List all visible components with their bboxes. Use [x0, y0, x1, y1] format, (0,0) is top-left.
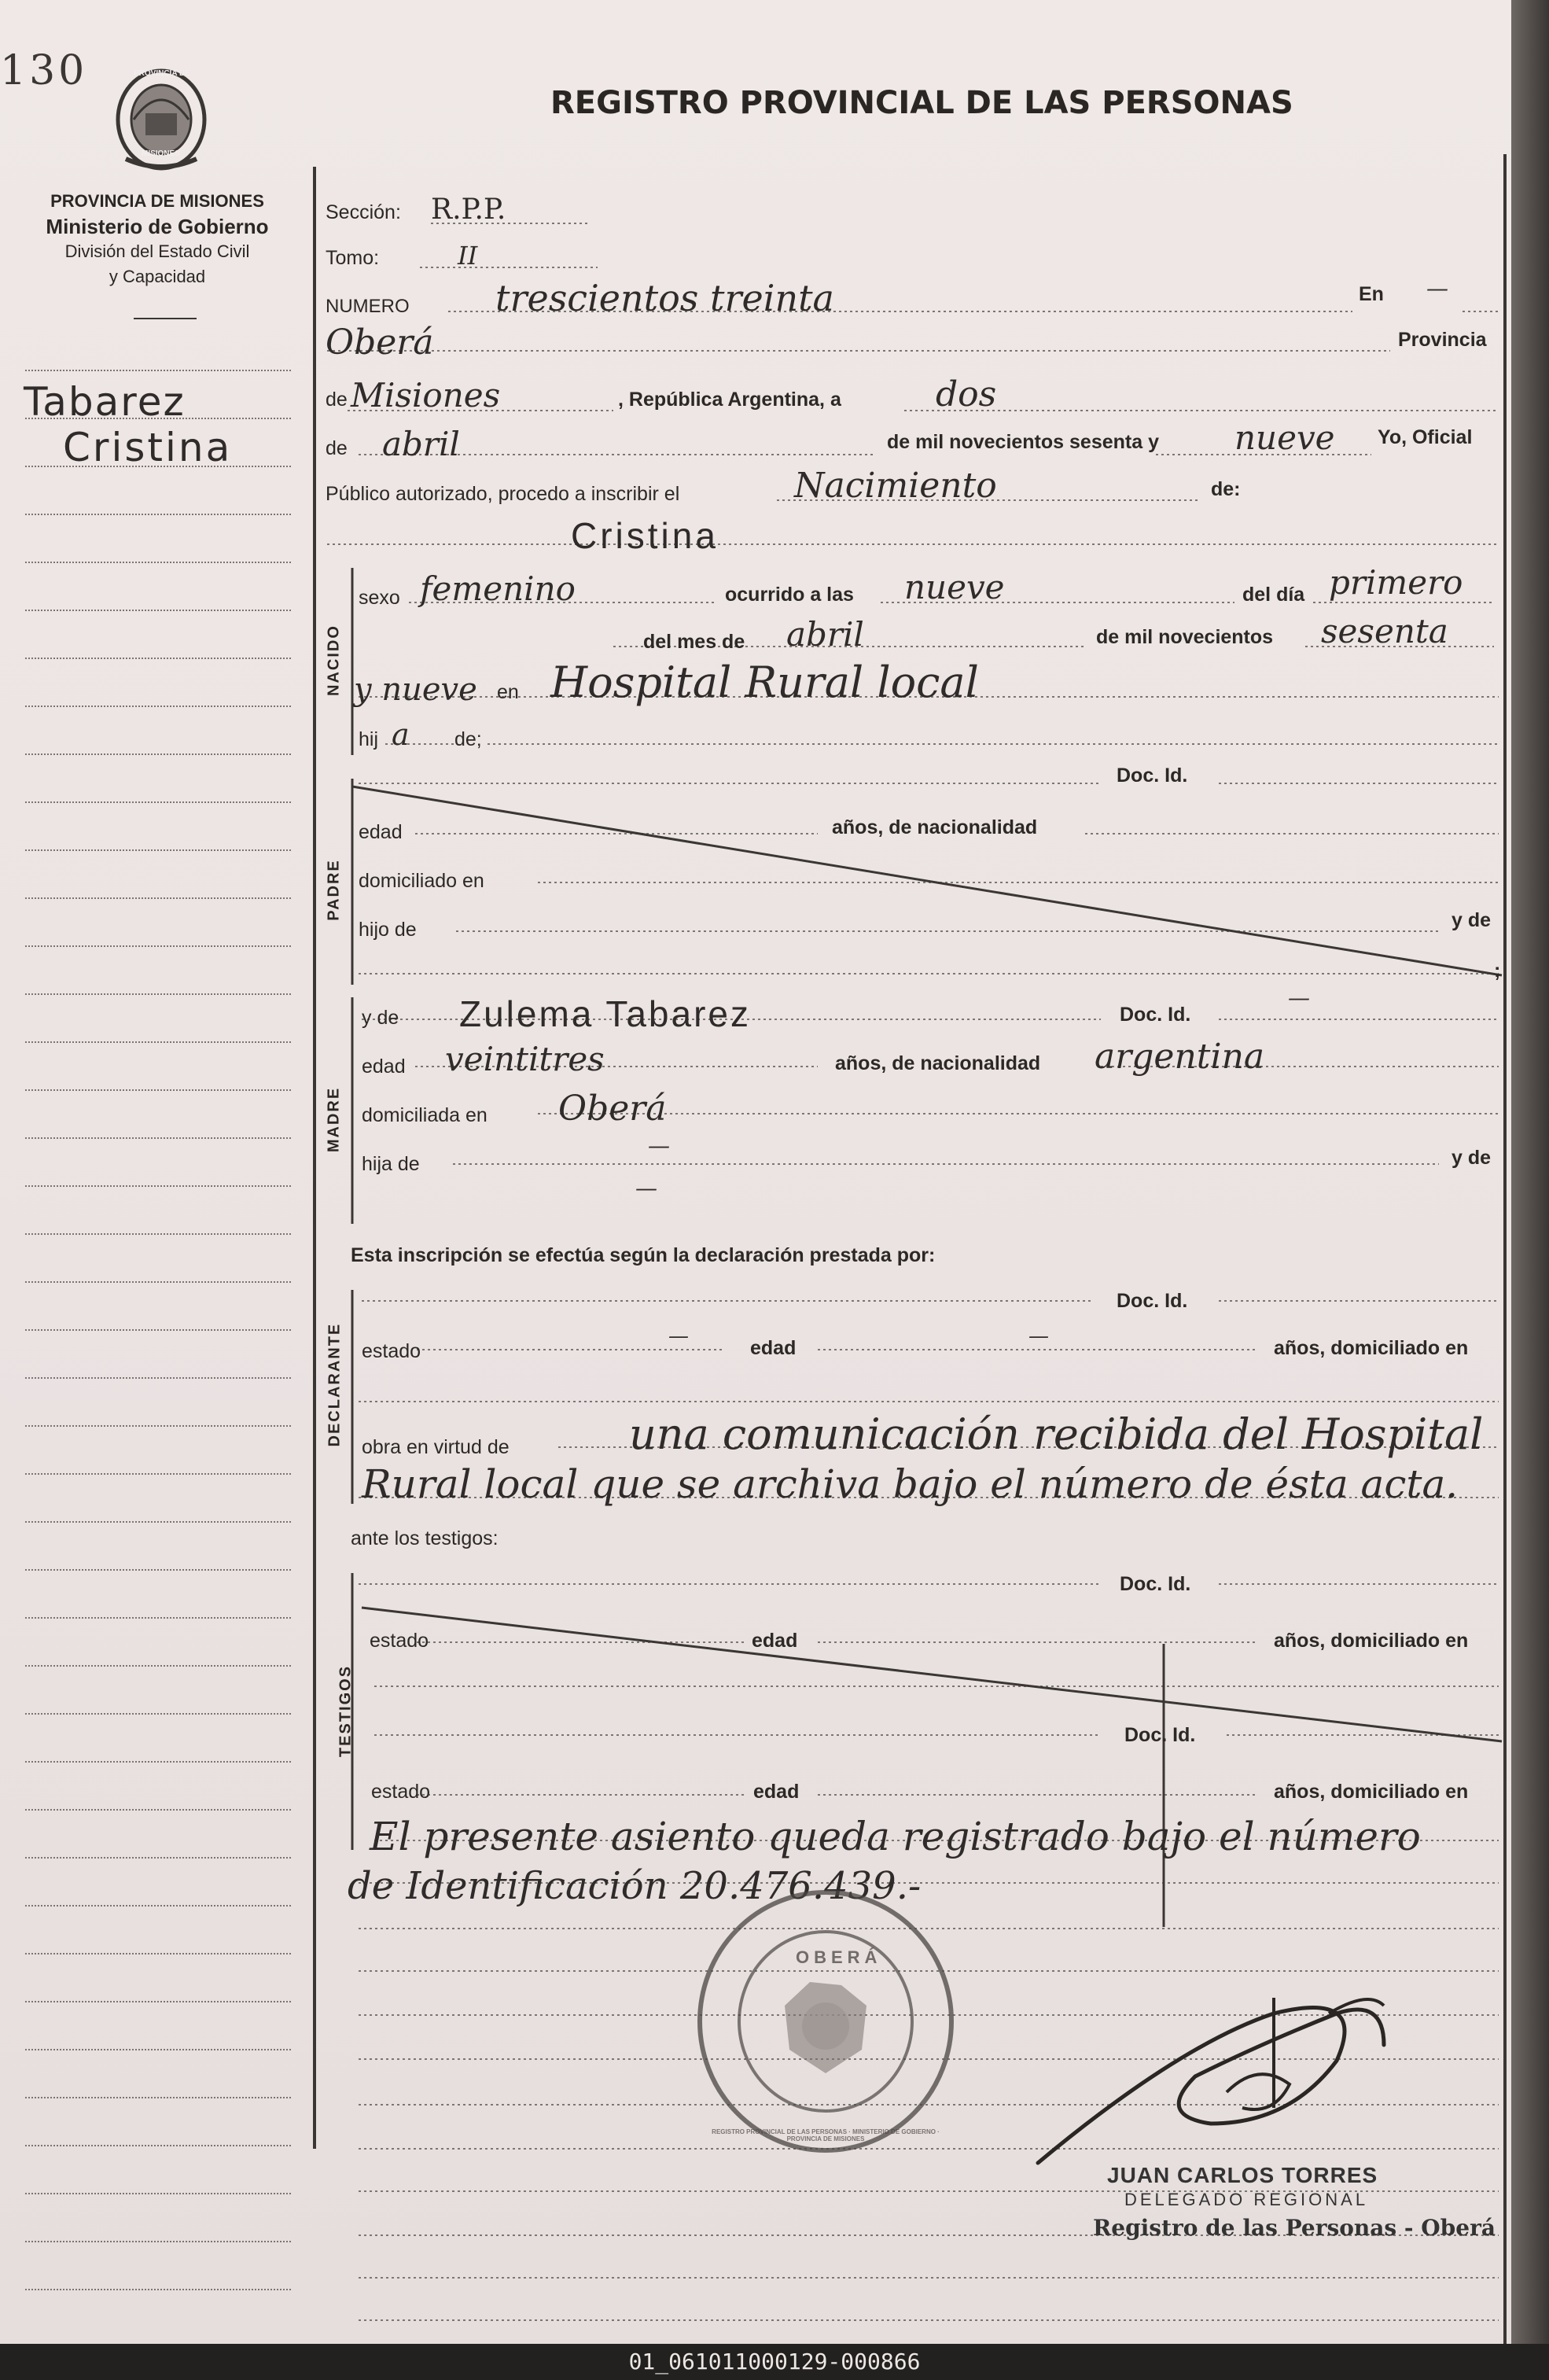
del-mes-label: del mes de [643, 631, 745, 653]
testigo2-doc-label: Doc. Id. [1124, 1724, 1196, 1746]
madre-hija-label: hija de [362, 1153, 420, 1175]
padre-hijo-label: hijo de [359, 919, 417, 941]
seal-text-top: PROVINCIA DE [134, 69, 190, 78]
de-semicolon-label: de; [454, 728, 482, 750]
hour-value: nueve [904, 568, 1005, 606]
madre-section-label: MADRE [325, 1086, 343, 1153]
place-value: Oberá [326, 322, 434, 363]
madre-edad-value: veintitres [445, 1040, 605, 1078]
declarante-doc-label: Doc. Id. [1117, 1290, 1188, 1312]
publico-label: Público autorizado, procedo a inscribir el [326, 483, 680, 505]
left-header-province: PROVINCIA DE MISIONES [50, 191, 264, 211]
numero-label: NUMERO [326, 296, 410, 317]
child-name: Cristina [571, 515, 719, 556]
testigo2-estado-label: estado [371, 1781, 431, 1803]
tomo-label: Tomo: [326, 247, 380, 269]
oficial-label: Yo, Oficial [1378, 426, 1473, 448]
testigo2-edad-label: edad [753, 1781, 800, 1803]
margin-name: Cristina [63, 425, 233, 470]
declarante-estado-value: — [668, 1324, 689, 1348]
madre-domiciliada-label: domiciliada en [362, 1104, 488, 1126]
madre-name-value: Zulema Tabarez [459, 993, 751, 1034]
page-number: 130 [0, 47, 88, 94]
testigo1-estado-label: estado [370, 1630, 429, 1652]
en-label-nacido: en [497, 681, 519, 703]
obra-value-line2: Rural local que se archiva bajo el número de ésta acta. [362, 1461, 1459, 1507]
month-value: abril [382, 425, 460, 463]
padre-semicolon: ; [1494, 960, 1501, 982]
padre-section-label: PADRE [325, 859, 343, 921]
testigo1-doc-label: Doc. Id. [1120, 1573, 1191, 1595]
margin-surname: Tabarez [24, 379, 186, 425]
book-binding-edge [1511, 0, 1549, 2344]
en-value: — [1426, 275, 1448, 301]
left-header-division: División del Estado Civil [64, 241, 250, 261]
signatory-office: Registro de las Personas - Oberá [1093, 2215, 1496, 2241]
year-of-birth-value: sesenta [1321, 612, 1448, 650]
nacido-section-label: NACIDO [325, 624, 343, 696]
testigos-intro: ante los testigos: [351, 1527, 499, 1549]
madre-nacionalidad-value: argentina [1095, 1037, 1265, 1077]
numero-value: trescientos treinta [495, 277, 834, 319]
annotation-line1: El presente asiento queda registrado bajo el número [370, 1814, 1421, 1859]
declarante-section-label: DECLARANTE [326, 1322, 344, 1447]
tomo-value: II [458, 241, 478, 271]
mil-label: de mil novecientos sesenta y [887, 431, 1159, 453]
madre-doc-value: — [1288, 985, 1310, 1011]
de-colon-label: de: [1211, 478, 1241, 500]
act-value: Nacimiento [794, 466, 997, 506]
madre-nacionalidad-label: años, de nacionalidad [835, 1052, 1041, 1074]
republica-label: , República Argentina, a [618, 389, 841, 411]
document-title: REGISTRO PROVINCIAL DE LAS PERSONAS [550, 85, 1293, 121]
mil-novecientos-label: de mil novecientos [1096, 626, 1274, 648]
day-value: dos [936, 374, 997, 414]
birth-place-value: Hospital Rural local [550, 658, 979, 707]
madre-domiciliada-value: Oberá [558, 1089, 667, 1129]
padre-edad-label: edad [359, 821, 403, 843]
testigo2-domiciliado-label: años, domiciliado en [1274, 1781, 1469, 1803]
madre-hija-value: — [648, 1133, 670, 1159]
declarante-edad-label: edad [750, 1337, 797, 1359]
declarante-estado-label: estado [362, 1340, 421, 1362]
madre-yde2-label: y de [1451, 1147, 1492, 1169]
province-value: Misiones [351, 376, 501, 414]
testigo1-edad-label: edad [752, 1630, 798, 1652]
sexo-label: sexo [359, 587, 400, 609]
left-header-capacity: y Capacidad [109, 267, 206, 286]
madre-yde2-value: — [635, 1175, 657, 1201]
testigo1-domiciliado-label: años, domiciliado en [1274, 1630, 1469, 1652]
provincia-label: Provincia [1398, 329, 1487, 351]
padre-nacionalidad-label: años, de nacionalidad [832, 816, 1038, 838]
signatory-title: DELEGADO REGIONAL [1124, 2190, 1369, 2209]
del-dia-label: del día [1242, 584, 1305, 606]
hij-value: a [392, 717, 410, 752]
de-label-2: de [326, 437, 348, 459]
declaration-intro: Esta inscripción se efectúa según la declaración prestada por: [351, 1244, 936, 1266]
ocurrido-label: ocurrido a las [725, 584, 854, 606]
hij-label: hij [359, 728, 379, 750]
declarante-domiciliado-label: años, domiciliado en [1274, 1337, 1469, 1359]
obra-value-line1: una comunicación recibida del Hospital [629, 1409, 1484, 1459]
month-of-birth-value: abril [786, 615, 864, 654]
en-label: En [1359, 283, 1384, 305]
sexo-value: femenino [420, 569, 576, 608]
padre-yde-label: y de [1451, 909, 1492, 931]
seal-text-bottom: MISIONES [142, 149, 180, 158]
seccion-label: Sección: [326, 201, 401, 223]
madre-doc-label: Doc. Id. [1120, 1004, 1191, 1026]
de-label-1: de [326, 389, 348, 411]
image-filename-footer: 01_061011000129-000866 [0, 2344, 1549, 2380]
left-header-ministry: Ministerio de Gobierno [46, 215, 269, 238]
testigos-section-label: TESTIGOS [337, 1664, 355, 1758]
signatory-name: JUAN CARLOS TORRES [1107, 2163, 1378, 2187]
stamp-ring-text: REGISTRO PROVINCIAL DE LAS PERSONAS · MINISTERIO DE GOBIERNO · PROVINCIA DE MISIONES [712, 2128, 940, 2142]
day-of-birth-value: primero [1329, 563, 1463, 602]
madre-yde-label: y de [362, 1007, 399, 1029]
padre-doc-label: Doc. Id. [1117, 764, 1188, 787]
seccion-value: R.P.P. [431, 193, 506, 226]
madre-edad-label: edad [362, 1056, 406, 1078]
stamp-center-text: OBERÁ [796, 1947, 882, 1967]
padre-domiciliado-label: domiciliado en [359, 870, 484, 892]
obra-label: obra en virtud de [362, 1436, 510, 1458]
year-continuation: y nueve [354, 672, 477, 708]
year-value: nueve [1234, 418, 1335, 457]
annotation-line2: de Identificación 20.476.439.- [348, 1864, 922, 1908]
declarante-edad-value: — [1028, 1324, 1049, 1348]
